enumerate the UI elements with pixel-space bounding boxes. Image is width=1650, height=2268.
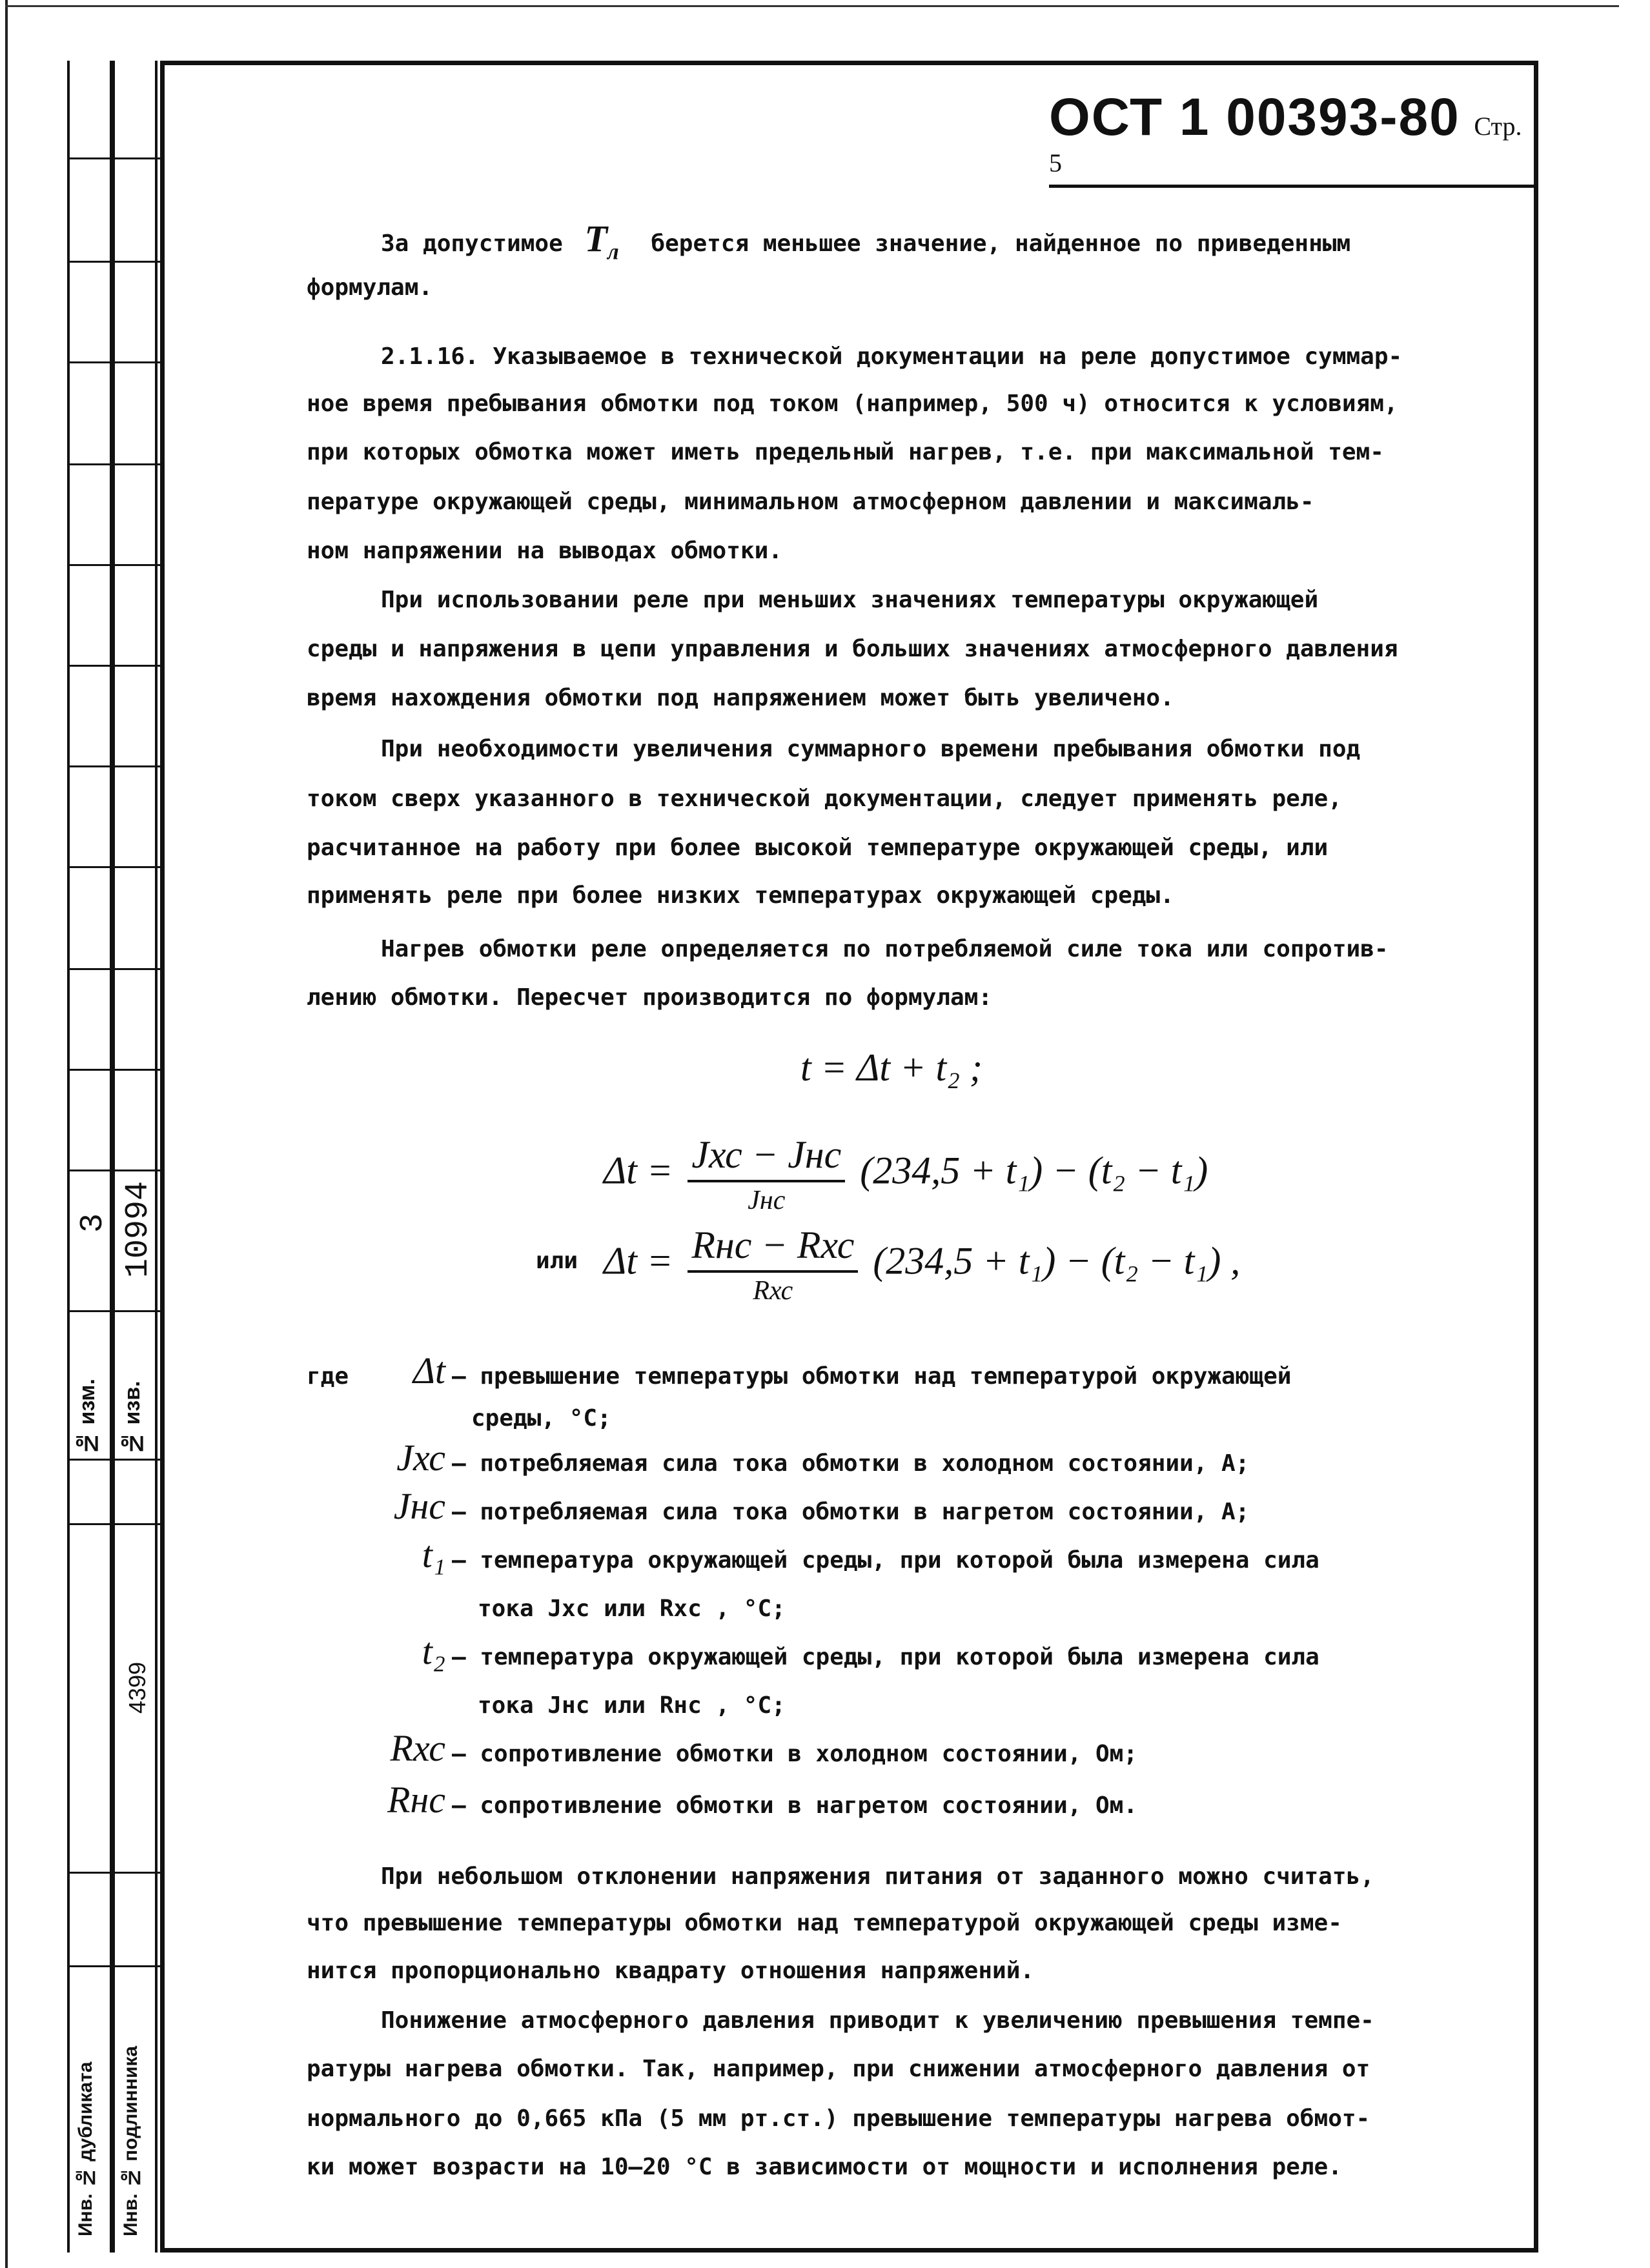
duplicate-inventory-label: Инв. № дубликата [75, 2061, 96, 2236]
original-inventory-label: Инв. № подлинника [120, 2045, 141, 2236]
paragraph-line: нится пропорционально квадрату отношения напряжений. [307, 1958, 1035, 1984]
def-text: – потребляемая сила тока обмотки в холодном состоянии, А; [452, 1450, 1250, 1477]
paragraph-line: применять реле при более низких температурах окружающей среды. [307, 882, 1174, 909]
stamp-rule [67, 1459, 160, 1461]
def-symbol: t₁ [422, 1534, 445, 1575]
def-text-cont: тока Jхс или Rхс , °С; [478, 1595, 786, 1622]
stamp-rule [67, 564, 160, 566]
stamp-col-inner [112, 61, 158, 2253]
paragraph-line: При необходимости увеличения суммарного времени пребывания обмотки под [381, 736, 1361, 762]
paragraph-line: расчитанное на работу при более высокой температуре окружающей среды, или [307, 835, 1329, 861]
def-symbol: Jнс [393, 1485, 445, 1527]
formula-t: t = Δt + t₂ ; [800, 1046, 983, 1089]
paragraph-line: пературе окружающей среды, минимальном атмосферном давлении и максималь- [307, 489, 1314, 515]
sheet-edge-top [5, 5, 1619, 7]
stamp-rule [67, 866, 160, 868]
stamp-rule [67, 1169, 160, 1171]
stamp-rule [67, 1872, 160, 1874]
formula-delta-t-current: Δt = $\frac{\text{Jхс − Jнс}}{\text{Jнс}}$ (234,5 + t₁) − (t₂ − t₁) [604, 1133, 1208, 1215]
def-symbol: Δt [412, 1350, 445, 1392]
def-symbol: Rнс [387, 1779, 445, 1821]
paragraph-line: ки может возрасти на 10–20 °С в зависимости от мощности и исполнения реле. [307, 2154, 1342, 2180]
paragraph-line: при которых обмотка может иметь предельный нагрев, т.е. при максимальной тем- [307, 439, 1384, 465]
stamp-column [67, 61, 160, 2253]
stamp-rule [67, 1310, 160, 1312]
change-number-value: 3 [75, 1213, 112, 1233]
def-text: – температура окружающей среды, при которой была измерена сила [452, 1547, 1319, 1574]
paragraph-line: ном напряжении на выводах обмотки. [307, 538, 782, 564]
paragraph-line: нормального до 0,665 кПа (5 мм рт.ст.) превышение температуры нагрева обмот- [307, 2105, 1370, 2132]
paragraph-line: Понижение атмосферного давления приводит к увеличению превышения темпе- [381, 2007, 1374, 2034]
notice-number-value: 10994 [120, 1181, 157, 1279]
stamp-rule [67, 463, 160, 465]
fraction: $\frac{\text{Rнс − Rхс}}{\text{Rхс}}$ [688, 1223, 858, 1306]
def-symbol: Rхс [390, 1727, 445, 1769]
fraction: $\frac{\text{Jхс − Jнс}}{\text{Jнс}}$ [688, 1133, 845, 1216]
change-number-label: № изм. [75, 1379, 99, 1455]
def-text: – потребляемая сила тока обмотки в нагретом состоянии, А; [452, 1499, 1250, 1525]
def-symbol: Jхс [396, 1437, 445, 1479]
stamp-rule [67, 1965, 160, 1967]
paragraph-line: ратуры нагрева обмотки. Так, например, при снижении атмосферного давления от [307, 2056, 1370, 2082]
or-label: или [536, 1248, 578, 1274]
paragraph-line: За допустимое $T_л$ берется меньшее значение, найденное по приведенным [381, 218, 1351, 265]
page-header [1049, 87, 1536, 188]
stamp-rule [67, 361, 160, 363]
def-text-cont: среды, °С; [471, 1405, 611, 1432]
def-text: – температура окружающей среды, при которой была измерена сила [452, 1644, 1319, 1670]
stamp-rule [67, 261, 160, 263]
original-inventory-value: 4399 [124, 1662, 150, 1714]
stamp-rule [67, 968, 160, 970]
def-text: – сопротивление обмотки в нагретом состоянии, Ом. [452, 1792, 1138, 1819]
paragraph-line: лению обмотки. Пересчет производится по формулам: [307, 984, 993, 1011]
stamp-rule [67, 665, 160, 667]
paragraph-line: 2.1.16. Указываемое в технической документации на реле допустимое суммар- [381, 343, 1403, 370]
paragraph-line: среды и напряжения в цепи управления и больших значениях атмосферного давления [307, 636, 1398, 662]
stamp-rule [67, 765, 160, 767]
paragraph-line: формулам. [307, 274, 433, 301]
paragraph-line: Нагрев обмотки реле определяется по потребляемой силе тока или сопротив- [381, 936, 1389, 962]
where-label: где [307, 1363, 349, 1390]
def-text: – превышение температуры обмотки над температурой окружающей [452, 1363, 1292, 1390]
sheet-edge-left [5, 0, 8, 2268]
def-text: – сопротивление обмотки в холодном состоянии, Ом; [452, 1741, 1138, 1767]
standard-code: ОСТ 1 00393-80 [1049, 88, 1460, 147]
paragraph-line: током сверх указанного в технической документации, следует применять реле, [307, 785, 1342, 812]
page-number: Стр. 5 [1049, 112, 1522, 177]
paragraph-line: ное время пребывания обмотки под током (например, 500 ч) относится к условиям, [307, 390, 1398, 417]
stamp-rule [67, 1069, 160, 1071]
paragraph-line: При небольшом отклонении напряжения питания от заданного можно считать, [381, 1863, 1374, 1890]
def-symbol: t₂ [422, 1630, 445, 1672]
stamp-rule [67, 157, 160, 159]
formula-delta-t-resistance: Δt = $\frac{\text{Rнс − Rхс}}{\text{Rхс}}$ (234,5 + t₁) − (t₂ − t₁) , [604, 1224, 1241, 1306]
stamp-col-outer [67, 61, 112, 2253]
def-text-cont: тока Jнс или Rнс , °С; [478, 1692, 786, 1719]
paragraph-line: При использовании реле при меньших значениях температуры окружающей [381, 587, 1319, 613]
symbol-T: $T_л$ [584, 218, 619, 265]
notice-number-label: № изв. [120, 1381, 145, 1455]
paragraph-line: время нахождения обмотки под напряжением может быть увеличено. [307, 685, 1174, 711]
stamp-rule [67, 1523, 160, 1525]
paragraph-line: что превышение температуры обмотки над температурой окружающей среды изме- [307, 1910, 1342, 1936]
